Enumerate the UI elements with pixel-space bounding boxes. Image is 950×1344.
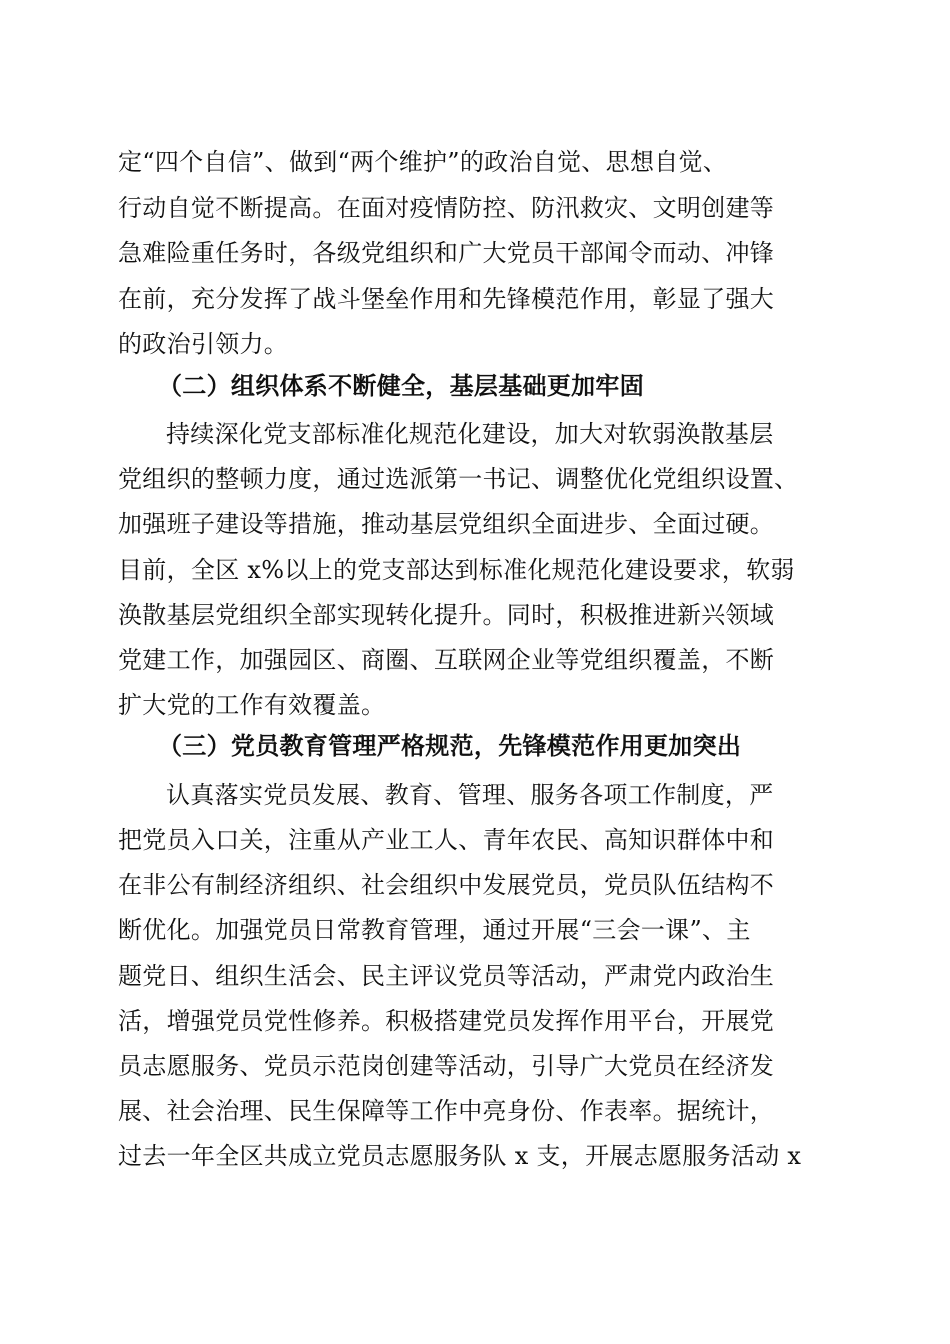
paragraph-line: 加强班子建设等措施，推动基层党组织全面进步、全面过硬。: [118, 510, 775, 538]
paragraph-line: 定“四个自信”、做到“两个维护”的政治自觉、思想自觉、: [118, 148, 728, 176]
paragraph-line: 活，增强党员党性修养。积极搭建党员发挥作用平台，开展党: [118, 1007, 775, 1035]
paragraph-line: 扩大党的工作有效覆盖。: [118, 691, 386, 719]
paragraph-line: 的政治引领力。: [118, 330, 289, 358]
paragraph-line: 党组织的整顿力度，通过选派第一书记、调整优化党组织设置、: [118, 465, 799, 493]
paragraph-line: 过去一年全区共成立党员志愿服务队 x 支，开展志愿服务活动 x: [118, 1142, 802, 1170]
paragraph-line: 在前，充分发挥了战斗堡垒作用和先锋模范作用，彰显了强大: [118, 285, 775, 313]
paragraph-line: 展、社会治理、民生保障等工作中亮身份、作表率。据统计，: [118, 1097, 775, 1125]
paragraph-line: 断优化。加强党员日常教育管理，通过开展“三会一课”、主: [118, 916, 751, 944]
paragraph-line: 涣散基层党组织全部实现转化提升。同时，积极推进新兴领域: [118, 601, 775, 629]
paragraph-line: 急难险重任务时，各级党组织和广大党员干部闻令而动、冲锋: [118, 239, 775, 267]
paragraph-line: 持续深化党支部标准化规范化建设，加大对软弱涣散基层: [166, 420, 774, 448]
paragraph-line: 把党员入口关，注重从产业工人、青年农民、高知识群体中和: [118, 826, 775, 854]
paragraph-line: 在非公有制经济组织、社会组织中发展党员，党员队伍结构不: [118, 871, 775, 899]
paragraph-line: 认真落实党员发展、教育、管理、服务各项工作制度，严: [166, 781, 774, 809]
section-heading-2: （二）组织体系不断健全，基层基础更加牢固: [158, 371, 644, 400]
paragraph-line: 党建工作，加强园区、商圈、互联网企业等党组织覆盖，不断: [118, 646, 775, 674]
paragraph-line: 员志愿服务、党员示范岗创建等活动，引导广大党员在经济发: [118, 1052, 775, 1080]
section-heading-3: （三）党员教育管理严格规范，先锋模范作用更加突出: [158, 731, 742, 760]
paragraph-line: 目前，全区 x%以上的党支部达到标准化规范化建设要求，软弱: [118, 556, 795, 584]
paragraph-line: 题党日、组织生活会、民主评议党员等活动，严肃党内政治生: [118, 962, 775, 990]
paragraph-line: 行动自觉不断提高。在面对疫情防控、防汛救灾、文明创建等: [118, 194, 775, 222]
